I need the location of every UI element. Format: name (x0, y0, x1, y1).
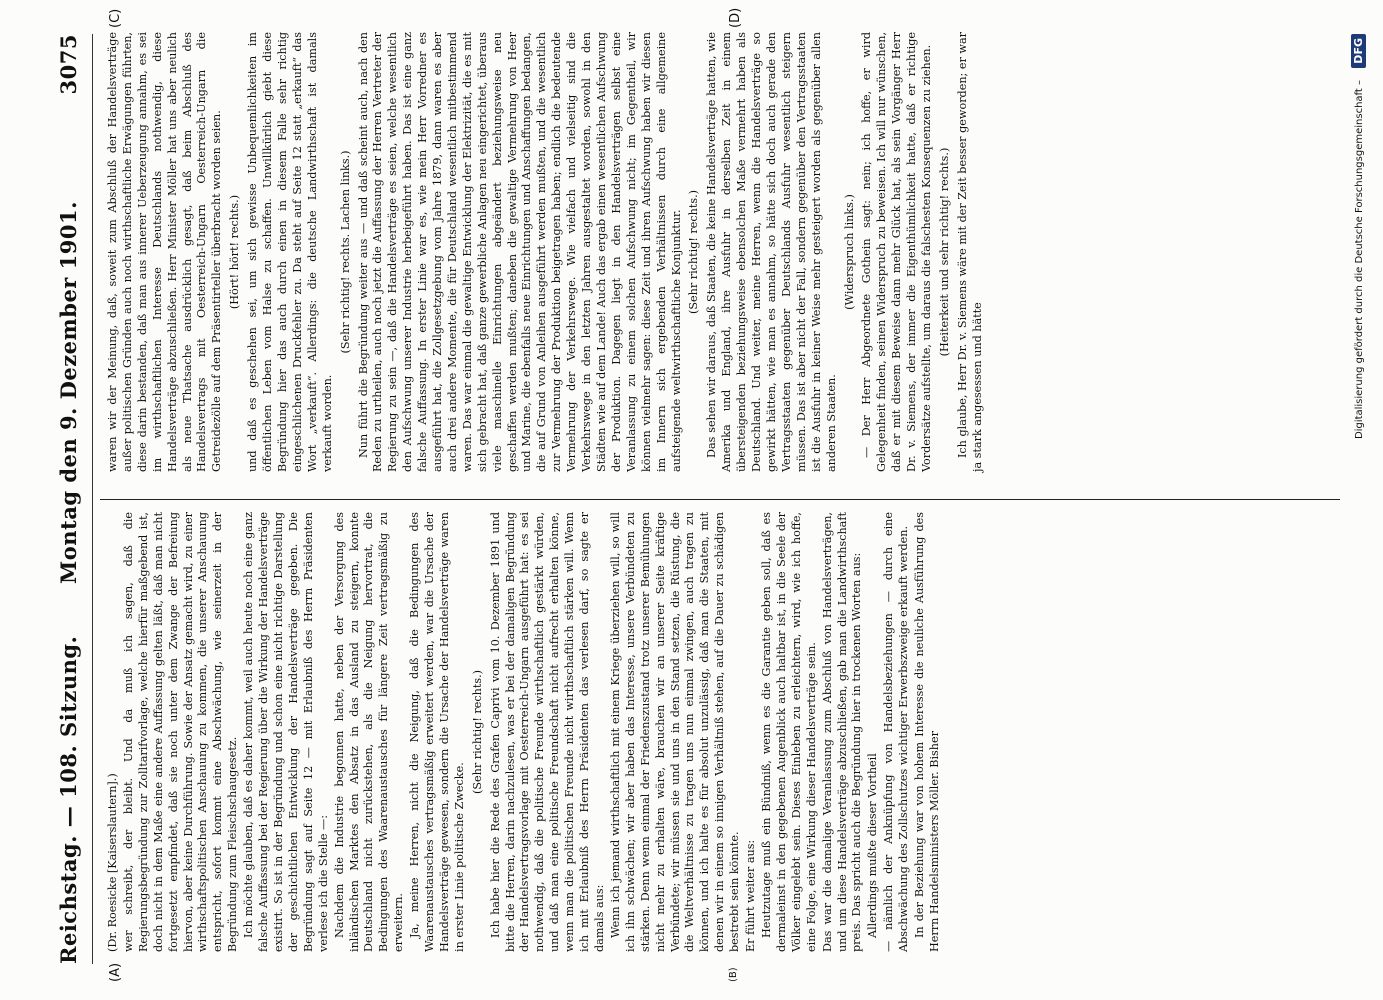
page-footer (1353, 34, 1373, 964)
paragraph: Das war die damalige Veranlassung zum Abschluß von Handelsverträgen, und um diese Handelsverträge abzuschließen, gab man die Landwirthschaft preis. Das spricht auch die Begründung hier in trockenen Worten aus: (820, 512, 864, 952)
margin-mark-b: (B) (728, 967, 739, 982)
paragraph: — Der Herr Abgeordnete Gothein sagt: nein; ich hoffe, er wird Gelegenheit finden, seinen Widerspruch zu beweisen. Ich will nur wünschen, daß er mit diesem Beweise dann mehr Glück hat, als sein Vorgänger Herr Dr. v. Siemens, der immer die Eigenthümlichkeit hatte, daß er richtige Vordersätze aufstellte, um daraus die falschesten Konsequenzen zu ziehen. (860, 32, 934, 472)
paragraph: Er führt weiter aus: (744, 839, 758, 952)
interjection: (Sehr richtig! rechts.) (687, 189, 701, 315)
paragraph: In der Beziehung war von hohem Interesse die neuliche Ausführung des Herrn Handelsministers Möller. Bisher (913, 512, 941, 952)
paragraph: Ja, meine Herren, nicht die Neigung, daß die Bedingungen des Waarenaustausches vertragsmäßig erweitert werden, war die Ursache der Handelsverträge gewesen, sondern die Ursache der Handelsverträge waren in erster Linie politische Zwecke. (408, 512, 466, 952)
paragraph: Ich habe hier die Rede des Grafen Caprivi vom 10. Dezember 1891 und bitte die Herren, darin nachzulesen, was er bei der damaligen Begründung der Handelsvertragsvorlage mit Oesterreich-Ungarn ausgeführt hat: es sei nothwendig, daß die politische Freunde wirthschaftlich gestärkt würden, und daß man eine politische Freundschaft nicht aufrecht erhalten könne, wenn man die politischen Freunde nicht wirthschaftlich stärken will. Wenn ich mit Erlaubniß des Herrn Präsidenten das verlesen darf, so sagte er damals aus: (488, 512, 606, 952)
running-title: Reichstag. — 108. Sitzung. (56, 635, 81, 964)
paragraph: — nämlich der Anknüpfung von Handelsbeziehungen — durch eine Abschwächung des Zollschutzes wichtiger Erwerbszweige erkauft werden. (882, 512, 911, 952)
quotation: Heutzutage muß ein Bündniß, wenn es die Garantie geben soll, daß es dermaleinst in den gegebenen Augenblick auch haltbar ist, in die Seele der Völker eingelebt sein. Dieses Einleben zu erleichtern, wird, wie ich hoffe, eine Folge, eine Wirkung dieser Handelsverträge sein. (759, 512, 818, 952)
paragraph: wer schreibt, der bleibt. Und da muß ich sagen, daß die Regierungsbegründung zur Zolltarifvorlage, welche hierfür maßgebend ist, doch nicht in dem Maße eine andere Auffassung gelten läßt, daß man nicht fortgesetzt empfindet, daß sie noch unter dem Zwange der Befreiung hiervon, aber keine Durchführung. Sowie der Ansatz gemacht wird, zu einer wirthschaftspolitischen Anschauung zu kommen, die unserer Anschauung entspricht, sofort kommt eine Abschwächung, wie seinerzeit in der Begründung zum Fleischschaugesetz. (121, 512, 240, 952)
interjection: (Sehr richtig! rechts.) (470, 669, 484, 795)
margin-mark-d: (D) (728, 7, 743, 28)
paragraph: Ich glaube, Herr Dr. v. Siemens wäre mit der Zeit besser geworden; er war ja stark angesessen und hätte (955, 32, 984, 472)
interjection: (Heiterkeit und sehr richtig! rechts.) (937, 147, 951, 357)
paragraph: waren wir der Meinung, daß, soweit zum Abschluß der Handelsverträge außer politischen Gründen auch noch wirthschaftliche Erwägungen führten, diese darin bestanden, daß man aus innerer Ueberzeugung annahm, es sei im wirthschaftlichen Interesse Deutschlands nothwendig, diese Handelsverträge abzuschließen. Herr Minister Möller hat uns aber neulich als neue Thatsache ausdrücklich gesagt, daß beim Abschluß des Handelsvertrags mit Oesterreich-Ungarn Oesterreich-Ungarn die Getreidezölle auf dem Präsentirteller überbracht worden seien. (106, 32, 224, 472)
quotation: Wenn ich jemand wirthschaftlich mit einem Kriege überziehen will, so will ich ihn schwächen; wir aber haben das Interesse, unsere Verbündeten zu stärken. Denn wenn einmal der Friedenszustand trotz unserer Bemühungen nicht mehr zu erhalten wäre, brauchen wir an unserer Seite kräftige Verbündete; wir müssen sie und uns in den Stand setzen, die Rüstung, die die Weltverhältnisse zu tragen uns nun einmal zwingen, auch tragen zu können, und ich halte es für absolut unzulässig, daß man die Staaten, mit denen wir in einem so innigen Verhältniß stehen, auf die Dauer zu schädigen bestrebt sein könnte. (608, 512, 742, 952)
quotation: Allerdings mußte dieser Vortheil (866, 753, 880, 938)
paragraph: Ich möchte glauben, daß es daher kommt, weil auch heute noch eine ganz falsche Auffassung bei der Regierung über die Wirkung der Handelsverträge existirt. So ist in der Begründung und schon eine nicht richtige Darstellung der geschichtlichen Entwicklung der Handelsverträge gegeben. Die Begründung sagt auf Seite 12 — mit Erlaubniß des Herrn Präsidenten verlese ich die Stelle —: (242, 512, 330, 952)
interjection: (Sehr richtig! rechts. Lachen links.) (338, 150, 352, 354)
quotation: Nachdem die Industrie begonnen hatte, neben der Versorgung des inländischen Marktes den Absatz in das Ausland zu steigern, konnte Deutschland nicht zurückstehen, als die Neigung hervortrat, die Bedingungen des Waarenaustausches für längere Zeit vertragsmäßig zu erweitern. (332, 512, 406, 952)
interjection: (Widerspruch links.) (842, 194, 856, 310)
interjection: (Hört! hört! rechts.) (228, 194, 242, 310)
paragraph: Das sehen wir daraus, daß Staaten, die keine Handelsverträge hatten, wie Amerika und England, ihre Ausfuhr in derselben Zeit in einem übersteigenden beziehungsweise ebensolchen Maße vermehrt haben als Deutschland. Und weiter, meine Herren, wenn die Handelsverträge so gewirkt hätten, wie man es annahm, so hätte sich doch auch gerade den Vertragsstaaten gegenüber Deutschlands Ausfuhr wesentlich steigern müssen. Das ist aber nicht der Fall, sondern gegenüber den Vertragsstaaten ist die Ausfuhr in keiner Weise mehr gesteigert worden als gegenüber allen anderen Staaten. (705, 32, 838, 472)
right-column (106, 32, 987, 472)
header-rule (92, 34, 93, 964)
margin-mark-a: (A) (108, 962, 123, 982)
paragraph: Nun führt die Begründung weiter aus — und daß scheint auch, nach den Reden zu urtheilen, auch noch jetzt die Auffassung der Herren Vertreter der Regierung zu sein —, daß die Handelsverträge es seien, welche wesentlich den Aufschwung unserer Industrie herbeigeführt haben. Das ist eine ganz falsche Auffassung. In erster Linie war es, wie mein Herr Vorredner es ausgeführt hat, die Zollgesetzgebung vom Jahre 1879, dann waren es aber auch drei andere Momente, die für Deutschland wesentlich mitbestimmend waren. Das war einmal die gewaltige Entwicklung der Elektrizität, die es mit sich gebracht hat, daß ganze gewerbliche Anlagen neu eingerichtet, überaus viele maschinelle Einrichtungen abgeändert beziehungsweise neu geschaffen werden mußten; daneben die gewaltige Vermehrung von Heer und Marine, die ebenfalls neue Einrichtungen und Anschaffungen bedangen, die auf Grund von Anleihen ausgeführt werden mußten, und die wesentlich zur Vermehrung der Produktion beigetragen haben; endlich die bedeutende Vermehrung der Verkehrswege. Wie vielfach und vielseitig sind die Verkehrswege in den letzten Jahren ausgestaltet worden, sowohl in den Städten wie auf dem Lande! Auch das ergab einen wesentlichen Aufschwung der Produktion. Dagegen liegt in den Handelsverträgen selbst eine Veranlassung zu einem solchen Aufschwung nicht; im Gegentheil, wir können vielmehr sagen: diese Zeit und ihren Aufschwung haben wir diesen im Innern sich ergebenden Verhältnissen durch eine allgemeine aufsteigende weltwirthschaftliche Konjunktur. (356, 32, 683, 472)
left-column (106, 512, 944, 952)
speaker-label: (Dr. Roesicke [Kaiserslautern].) (106, 773, 119, 952)
session-date: Montag den 9. Dezember 1901. (56, 201, 81, 584)
margin-mark-c: (C) (108, 8, 123, 28)
dfg-logo: DFG (1351, 34, 1366, 68)
paragraph: und daß es geschehen sei, um sich gewisse Unbequemlichkeiten im öffentlichen Leben vom Halse zu schaffen. Unwillkürlich giebt diese Begründung hier das auch durch einen in diesem Falle sehr richtig eingeschlichenen Druckfehler zu. Da steht auf Seite 12 statt „erkauft“ das Wort „verkauft“. Allerdings: die deutsche Landwirthschaft ist damals verkauft worden. (246, 32, 334, 472)
page-header (50, 34, 86, 964)
column-separator (100, 499, 1340, 500)
digitization-credit: Digitalisierung gefördert durch die Deutsche Forschungsgemeinschaft – (1354, 80, 1365, 440)
page-number: 3075 (56, 34, 81, 95)
